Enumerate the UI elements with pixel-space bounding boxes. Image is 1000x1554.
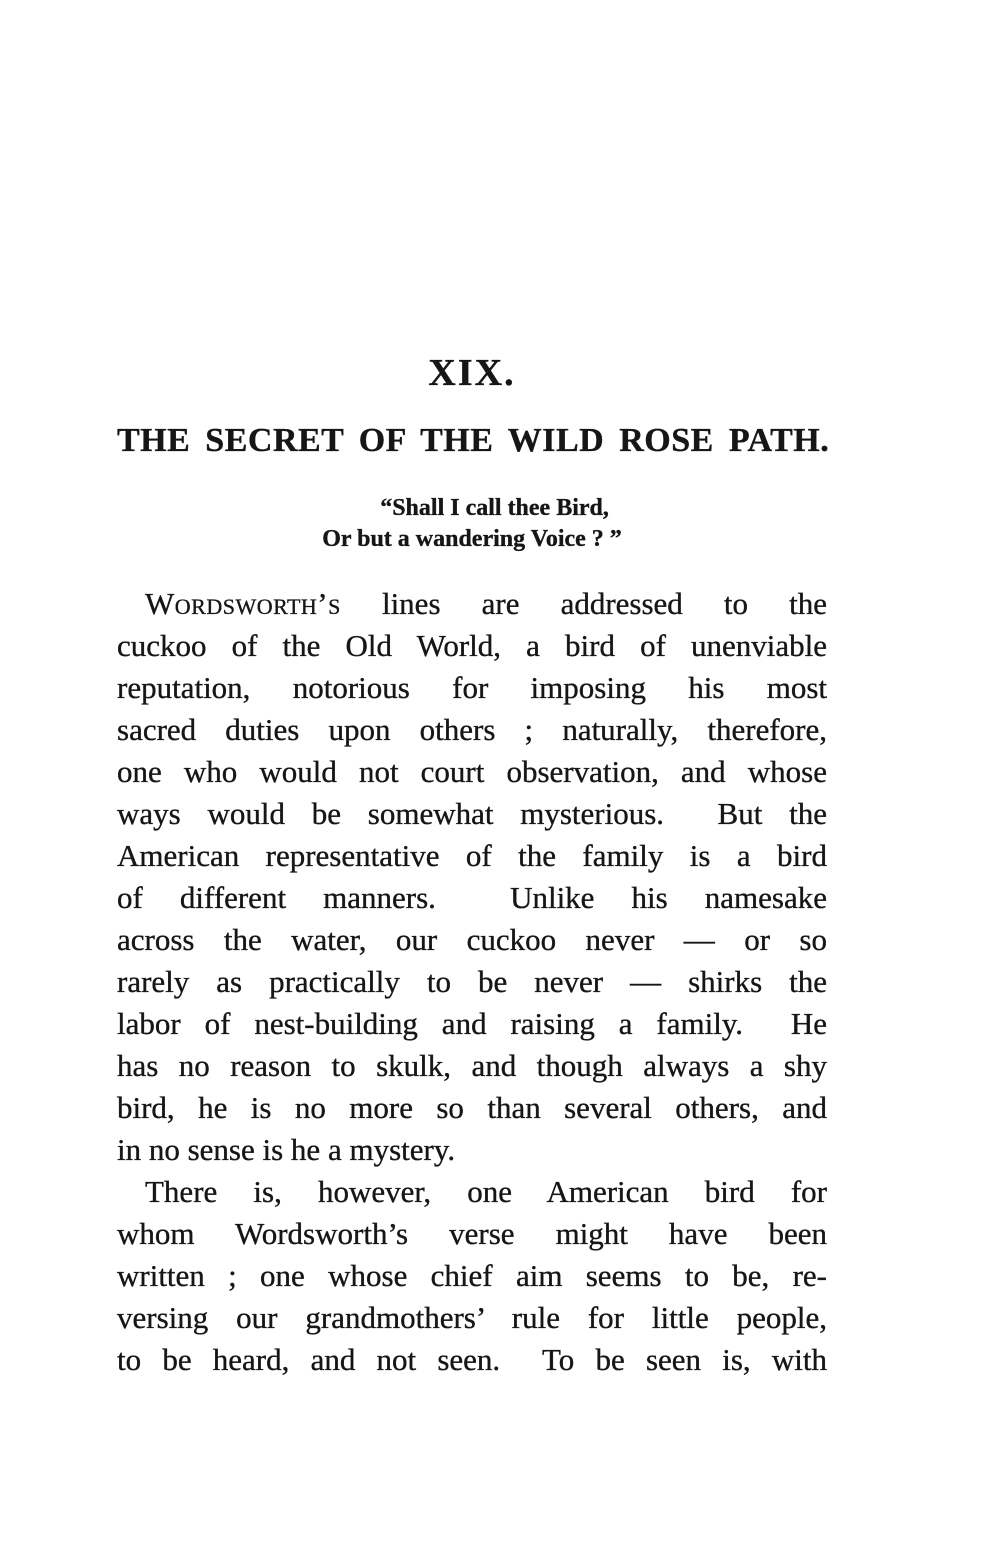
text-line: labor of nest-building and raising a family. He xyxy=(117,1006,827,1041)
text-line: in no sense is he a mystery. xyxy=(117,1132,456,1167)
text-column xyxy=(117,352,830,1381)
epigraph-line: “Shall I call thee Bird, xyxy=(380,495,609,521)
text-line: written ; one whose chief aim seems to be, re- xyxy=(117,1258,827,1293)
body-text xyxy=(117,583,827,1381)
text-line: bird, he is no more so than several others, and xyxy=(117,1090,827,1125)
paragraph xyxy=(117,1171,827,1381)
text-line: versing our grandmothers’ rule for little people, xyxy=(117,1300,827,1335)
text-line: There is, however, one American bird for xyxy=(145,1174,827,1209)
chapter-title: THE SECRET OF THE WILD ROSE PATH. xyxy=(117,422,830,459)
text-line: one who would not court observation, and whose xyxy=(117,754,827,789)
text-line: has no reason to skulk, and though always a shy xyxy=(117,1048,827,1083)
epigraph-line: Or but a wandering Voice ? ” xyxy=(322,526,622,552)
text-line: reputation, notorious for imposing his most xyxy=(117,670,827,705)
text-line: ways would be somewhat mysterious. But the xyxy=(117,796,827,831)
text-line: sacred duties upon others ; naturally, therefore, xyxy=(117,712,827,747)
text-line: whom Wordsworth’s verse might have been xyxy=(117,1216,827,1251)
small-caps-lead: Wordsworth’s xyxy=(145,586,341,621)
text-line: of different manners. Unlike his namesake xyxy=(117,880,827,915)
text-line: Wordsworth’s lines are addressed to the xyxy=(145,586,827,621)
chapter-number: XIX. xyxy=(428,352,516,394)
epigraph xyxy=(322,493,622,555)
text-line: cuckoo of the Old World, a bird of unenviable xyxy=(117,628,827,663)
text-line: to be heard, and not seen. To be seen is, with xyxy=(117,1342,827,1377)
text-line: rarely as practically to be never — shirks the xyxy=(117,964,827,999)
text-line: American representative of the family is a bird xyxy=(117,838,827,873)
text-line: across the water, our cuckoo never — or so xyxy=(117,922,827,957)
paragraph xyxy=(117,583,827,1171)
